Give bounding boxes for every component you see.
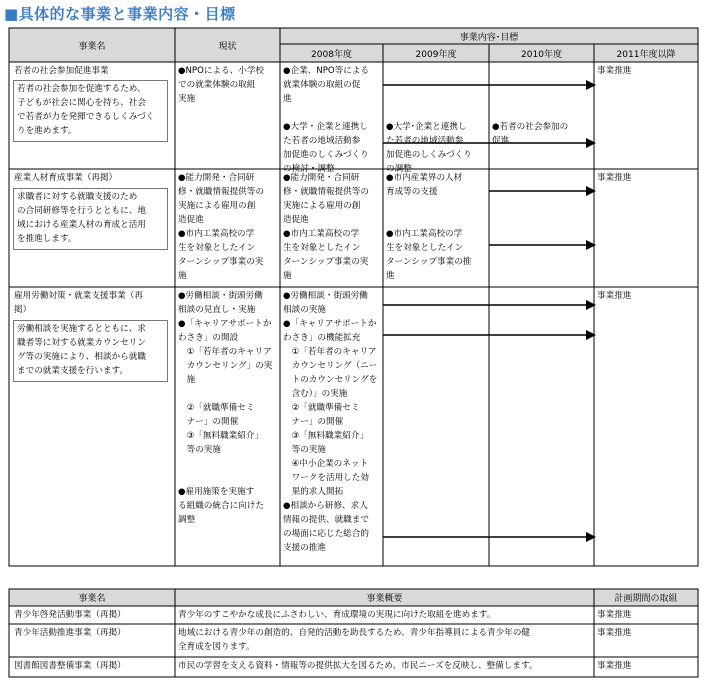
table2-summary: 地域における青少年の創造的、自発的活動を助長するため、青少年指導員による青少年の健 全育成を図ります。 — [178, 628, 531, 652]
table2-project-name: 図書館図書整備事業（再掲） — [14, 661, 126, 671]
header-2009: 2009年度 — [415, 50, 457, 60]
project-description: 労働相談を実施するとともに、求 職者等に対する就業カウンセリン グ等の実施により、相談から就職 までの就業支援を行います。 — [13, 320, 168, 382]
table2-period: 事業推進 — [597, 628, 632, 638]
current-status: ●NPOによる、小学校 での就業体験の取組 実施 — [178, 66, 265, 104]
table2-header-summary: 事業概要 — [366, 594, 403, 604]
plan-2008: ●能力開発・合同研 修・就職情報提供等の 実施による雇用の創 造促進 ●市内工業高校の学 生を対象としたイン ターンシップ事業の実 施 — [283, 173, 369, 281]
plan-2008: ●労働相談・街頭労働 相談の実施 ●「キャリアサポートか わさき」の機能拡充 ①「若年者のキャリア カウンセリング（ニー トのカウンセリングを 含む）」の実施 ②「就職準備セミ ナー」の開催 ③「無料職業紹介」 等の実施 ④中小企業のネット ワークを活用した効 果的求人開拓 ●相談から研修、求人 情報の提供、就職まで の場面に応じた総合的 支援の推進 — [283, 291, 378, 553]
project-name: 若者の社会参加促進事業 — [14, 66, 109, 76]
arrow — [489, 240, 596, 250]
plan-2011: 事業推進 — [597, 291, 632, 301]
table2-summary: 青少年のすこやかな成長にふさわしい、育成環境の実現に向けた取組を進めます。 — [178, 610, 496, 620]
plan-2011: 事業推進 — [597, 173, 632, 183]
current-status: ●能力開発・合同研 修・就職情報提供等の 実施による雇用の創 造促進 ●市内工業高校の学 生を対象としたイン ターンシップ事業の実 施 — [178, 173, 264, 281]
arrow — [489, 186, 596, 196]
plan-2009: ●大学･企業と連携し た若者の地域活動参 加促進のしくみづくり の調整 — [386, 122, 472, 174]
header-2011: 2011年度以降 — [616, 50, 676, 60]
plan-2009: ●市内産業界の人材 育成等の支援 ●市内工業高校の学 生を対象としたイン ターンシップ事業の推 進 — [386, 173, 472, 281]
table2-header-project: 事業名 — [78, 594, 106, 604]
plan-2008: ●企業、NPO等による 就業体験の取組の促 進 ●大学・企業と連携し た若者の地域活動参 加促進のしくみづくり の検討・調整 — [283, 66, 370, 174]
table2-project-name: 青少年活動推進事業（再掲） — [14, 628, 126, 638]
header-project: 事業名 — [78, 42, 106, 52]
header-2010: 2010年度 — [521, 50, 562, 60]
table2-project-name: 青少年啓発活動事業（再掲） — [14, 610, 126, 620]
table2-period: 事業推進 — [597, 610, 632, 620]
plan-2011: 事業推進 — [597, 66, 632, 76]
project-description: 若者の社会参加を促進するため、 子どもが社会に関心を持ち、社会 で若者が力を発揮できるしくみづく りを進めます。 — [13, 80, 168, 142]
plan-2010: ●若者の社会参加の 促進 — [492, 122, 569, 146]
header-2008: 2008年度 — [311, 50, 352, 60]
project-name: 雇用労働対策・就業支援事業（再 掲） — [14, 291, 143, 315]
table2-summary: 市民の学習を支える資料・情報等の提供拡大を図るため、市民ニーズを反映し、整備します。 — [178, 661, 538, 671]
header-group: 事業内容･目標 — [459, 33, 519, 43]
page-title: ■具体的な事業と事業内容・目標 — [4, 5, 236, 23]
table2-header-period: 計画期間の取組 — [614, 594, 678, 604]
table2-period: 事業推進 — [597, 661, 632, 671]
project-description: 求職者に対する就職支援のため の合同研修等を行うとともに、地 域における産業人材の育成と活用 を推進します。 — [13, 188, 168, 250]
project-name: 産業人材育成事業（再掲） — [14, 173, 118, 183]
header-current: 現状 — [218, 42, 237, 52]
current-status: ●労働相談・街頭労働 相談の見直し・実施 ●「キャリアサポートか わさき」の開設 ①「若年者のキャリア カウンセリング」の実 施 ②「就職準備セミ ナー」の開催 ③「無料職業紹介」 等の実施 ●雇用施策を実施す る組織の統合に向けた 調整 — [178, 291, 273, 525]
